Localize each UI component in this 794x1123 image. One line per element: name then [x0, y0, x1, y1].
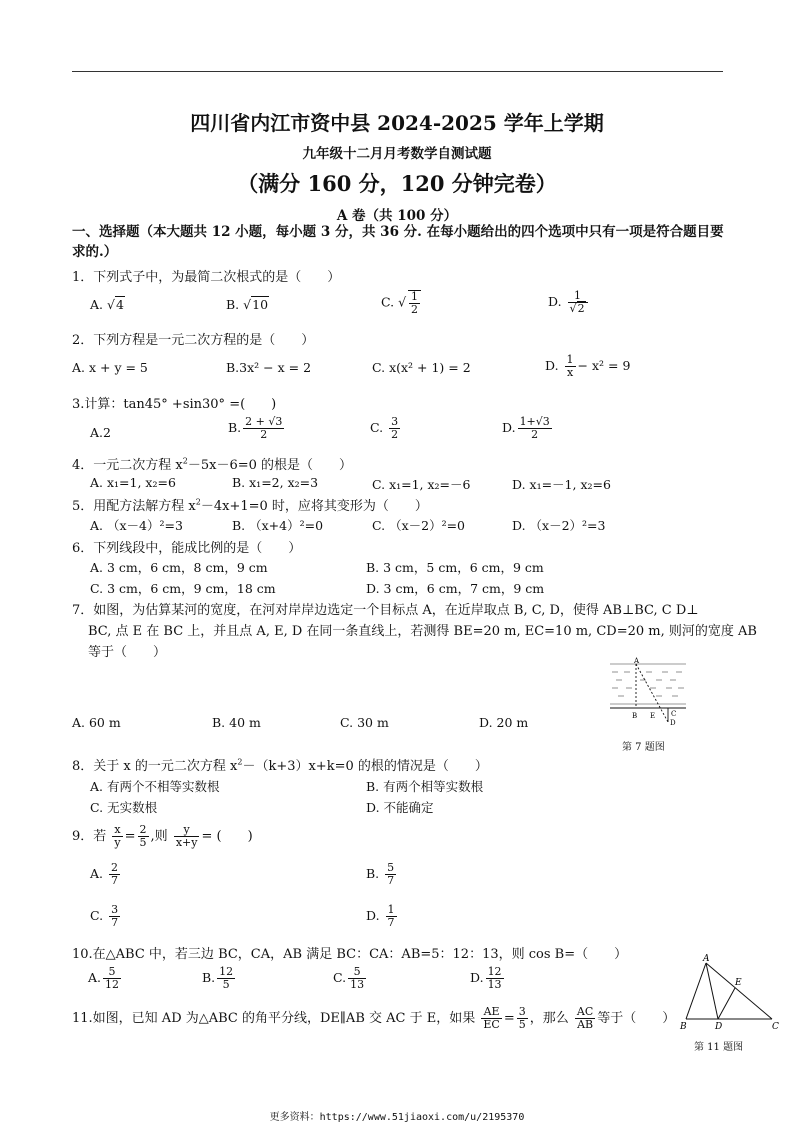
q5-option-c: C. （x－2）²=0 — [372, 518, 466, 533]
q7-option-c: C. 30 m — [340, 715, 389, 730]
option-label: B. — [228, 420, 242, 435]
q10-option-b: B. $\frac{12}{5}$ — [202, 965, 234, 991]
q6-option-b: B. 3 cm，5 cm，6 cm，9 cm — [366, 560, 544, 575]
label-c: C — [671, 710, 677, 718]
q8-option-d: D. 不能确定 — [366, 800, 434, 815]
question-1-stem: 1．下列式子中，为最简二次根式的是（ ） — [72, 270, 341, 285]
q1-option-a: A. √4 — [90, 297, 124, 312]
option-label: C. — [90, 908, 104, 923]
option-label: A. — [90, 297, 104, 312]
radicand: 4 — [115, 297, 124, 312]
figure-7-caption: 第 7 题图 — [622, 742, 665, 753]
label-a: A — [634, 657, 640, 665]
question-11-stem: 11.如图，已知 AD 为△ABC 的角平分线，DE∥AB 交 AC 于 E，如果 $\frac{AE}{EC}$ = $\frac{3}{5}$ ，那么 $\frac{AC}{AB}$ 等于（ ） — [72, 1005, 676, 1031]
option-label: A. — [90, 866, 104, 881]
figure-7-diagram — [606, 656, 690, 726]
question-6-stem: 6．下列线段中，能成比例的是（ ） — [72, 541, 302, 556]
q3-option-b — [228, 416, 286, 441]
numerator: 3 — [391, 415, 399, 428]
q8-option-b: B. 有两个相等实数根 — [366, 779, 484, 794]
footer-link[interactable]: 更多资料：https://www.51jiaoxi.com/u/2195370 — [269, 1112, 525, 1123]
denominator: 2 — [577, 302, 585, 315]
option-label: C. — [333, 970, 347, 985]
equation-rest: − x² = 9 — [577, 358, 631, 373]
q5-option-a: A. （x－4）²=3 — [90, 518, 183, 533]
question-5-stem: 5．用配方法解方程 $x^2-4x+1=0$ 时，应将其变形为（ ） — [72, 497, 428, 514]
q8-option-c: C. 无实数根 — [90, 800, 158, 815]
q8-option-a: A. 有两个不相等实数根 — [90, 779, 220, 794]
option-label: D. — [545, 358, 559, 373]
denominator: 2 — [531, 428, 539, 441]
numerator: 1 — [566, 353, 574, 366]
q4-option-d: D. x₁=－1, x₂=6 — [512, 477, 611, 492]
q7-option-d: D. 20 m — [479, 715, 529, 730]
exam-subtitle: 九年级十二月月考数学自测试题 — [302, 146, 492, 162]
part-a-heading: A 卷（共 100 分） — [336, 208, 458, 224]
q1-option-c: C. √ $\frac{1}{2}$ — [381, 290, 423, 316]
option-label: D. — [366, 908, 380, 923]
q10-option-d: D. $\frac{12}{13}$ — [470, 965, 502, 991]
denominator: 2 — [411, 303, 419, 316]
numerator: 2 + √3 — [245, 415, 283, 428]
page-title: 四川省内江市资中县 2024-2025 学年上学期 — [190, 111, 604, 135]
label-e: E — [650, 712, 656, 720]
label-b: B — [632, 712, 638, 720]
question-2-stem: 2．下列方程是一元二次方程的是（ ） — [72, 333, 315, 348]
q2-option-c: C. x(x² + 1) = 2 — [372, 360, 471, 375]
q10-option-c: C. $\frac{5}{13}$ — [333, 965, 365, 991]
top-rule — [72, 71, 723, 72]
q4-option-c: C. x₁=1, x₂=－6 — [372, 477, 471, 492]
numerator: 1+√3 — [519, 415, 550, 428]
question-3-stem: 3.计算：tan45° +sin30° =( ) — [72, 397, 277, 412]
q3-option-a: A.2 — [90, 425, 111, 440]
option-label: D. — [470, 970, 484, 985]
option-label: C. — [381, 294, 395, 310]
option-label: B. — [226, 297, 240, 312]
option-label: D. — [548, 294, 562, 309]
option-label: B. — [366, 866, 380, 881]
q9-option-b: B. $\frac{5}{7}$ — [366, 861, 395, 887]
question-4-stem: 4．一元二次方程 $x^2-5x-6=0$ 的根是（ ） — [72, 456, 353, 473]
question-7-line-3: 等于（ ） — [88, 645, 167, 660]
river-water — [610, 664, 686, 704]
figure-11-diagram — [678, 953, 784, 1031]
question-7-line-1: 7．如图，为估算某河的宽度，在河对岸岸边选定一个目标点 A，在近岸取点 B, C, D，使得 AB⊥BC, C D⊥ — [72, 603, 699, 618]
q4-option-a: A. x₁=1, x₂=6 — [90, 475, 176, 490]
q5-option-d: D. （x－2）²=3 — [512, 518, 606, 533]
q9-option-a: A. $\frac{2}{7}$ — [90, 861, 118, 887]
figure-11-lines — [686, 963, 772, 1019]
label-e: E — [735, 978, 742, 988]
denominator: 2 — [391, 428, 399, 441]
q2-option-d — [545, 354, 630, 379]
q6-option-a: A. 3 cm，6 cm，8 cm，9 cm — [90, 560, 268, 575]
q6-option-c: C. 3 cm，6 cm，9 cm，18 cm — [90, 581, 276, 596]
label-a: A — [703, 954, 710, 964]
q6-option-d: D. 3 cm，6 cm，7 cm，9 cm — [366, 581, 545, 596]
option-label: C. — [370, 420, 384, 435]
section-heading: 一、选择题（本大题共 12 小题，每小题 3 分，共 36 分. 在每小题给出的四个选项中只有一项是符合题目要求的.） — [72, 224, 724, 260]
q3-option-d — [502, 416, 554, 441]
option-label: A. — [88, 970, 102, 985]
question-7-line-2: BC, 点 E 在 BC 上，并且点 A, E, D 在同一条直线上，若测得 BE=20 m, EC=10 m, CD=20 m, 则河的宽度 AB — [88, 624, 757, 639]
label-b: B — [680, 1022, 687, 1031]
q2-option-b: B.3x² − x = 2 — [226, 360, 312, 375]
q1-option-d: D. $\frac{1}{√2}$ — [548, 290, 590, 315]
denominator: 2 — [260, 428, 268, 441]
label-d: D — [715, 1022, 723, 1031]
label-d: D — [670, 719, 676, 726]
question-10-stem: 10.在△ABC 中，若三边 BC，CA，AB 满足 BC：CA：AB=5：12：13，则 cos B=（ ） — [72, 947, 628, 962]
q5-option-b: B. （x+4）²=0 — [232, 518, 324, 533]
q3-option-c — [370, 416, 402, 441]
q7-option-a: A. 60 m — [72, 715, 121, 730]
q9-option-d: D. $\frac{1}{7}$ — [366, 903, 395, 929]
numerator: 1 — [411, 290, 419, 303]
q7-option-b: B. 40 m — [212, 715, 261, 730]
radicand: 10 — [252, 297, 269, 312]
option-label: D. — [502, 420, 516, 435]
denominator: x — [566, 366, 574, 379]
q2-option-a: A. x + y = 5 — [72, 360, 148, 375]
figure-11-caption: 第 11 题图 — [694, 1042, 744, 1053]
question-8-stem: 8．关于 x 的一元二次方程 $x^2-(k+3)x+k=0$ 的根的情况是（ ） — [72, 757, 488, 774]
option-label: B. — [202, 970, 216, 985]
q1-option-b: B. √10 — [226, 297, 269, 312]
q10-option-a: A. $\frac{5}{12}$ — [88, 965, 120, 991]
question-9-stem: 9．若 $\frac{x}{y}$ = $\frac{2}{5}$ ,则 $\frac{y}{x+y}$ = ( ) — [72, 823, 253, 849]
numerator: 1 — [568, 290, 588, 303]
q9-option-c: C. $\frac{3}{7}$ — [90, 903, 119, 929]
q4-option-b: B. x₁=2, x₂=3 — [232, 475, 319, 490]
score-line: （满分 160 分，120 分钟完卷） — [237, 171, 557, 196]
label-c: C — [772, 1022, 779, 1031]
